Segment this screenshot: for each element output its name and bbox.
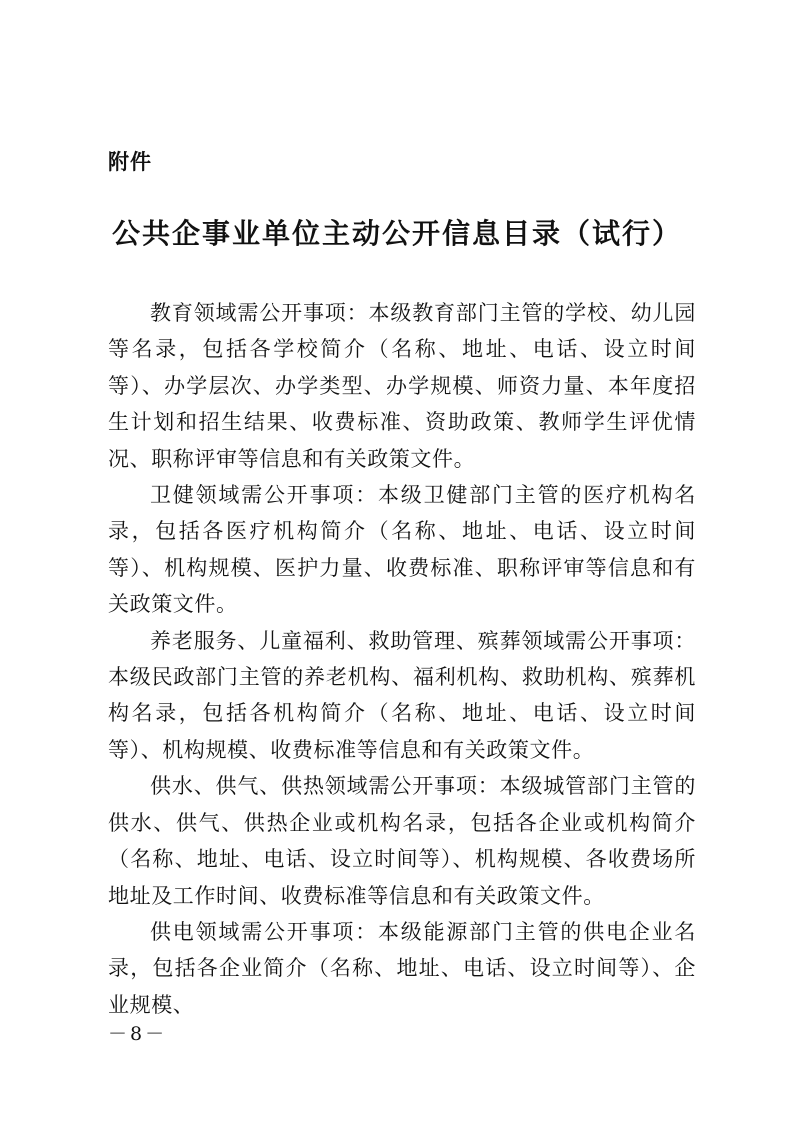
paragraph-education: 教育领域需公开事项：本级教育部门主管的学校、幼儿园等名录，包括各学校简介（名称、地址、电话、设立时间等）、办学层次、办学类型、办学规模、师资力量、本年度招生计划和招生结果、收费标准、资助政策、教师学生评优情况、职称评审等信息和有关政策文件。 xyxy=(108,301,696,471)
attachment-label: 附件 xyxy=(108,150,152,174)
paragraph-utilities: 供水、供气、供热领域需公开事项：本级城管部门主管的供水、供气、供热企业或机构名录，包括各企业或机构简介（名称、地址、电话、设立时间等）、机构规模、各收费场所地址及工作时间、收费标准等信息和有关政策文件。 xyxy=(108,774,696,908)
document-title: 公共企事业单位主动公开信息目录（试行） xyxy=(111,217,682,250)
document-body xyxy=(108,295,696,1023)
page-number: －8－ xyxy=(108,1023,168,1045)
paragraph-health: 卫健领域需公开事项：本级卫健部门主管的医疗机构名录，包括各医疗机构简介（名称、地址、电话、设立时间等）、机构规模、医护力量、收费标准、职称评审等信息和有关政策文件。 xyxy=(108,483,696,617)
paragraph-civil-affairs: 养老服务、儿童福利、救助管理、殡葬领域需公开事项：本级民政部门主管的养老机构、福利机构、救助机构、殡葬机构名录，包括各机构简介（名称、地址、电话、设立时间等）、机构规模、收费标准等信息和有关政策文件。 xyxy=(108,628,696,762)
paragraph-power-supply: 供电领域需公开事项：本级能源部门主管的供电企业名录，包括各企业简介（名称、地址、电话、设立时间等）、企业规模、 xyxy=(108,919,696,1017)
